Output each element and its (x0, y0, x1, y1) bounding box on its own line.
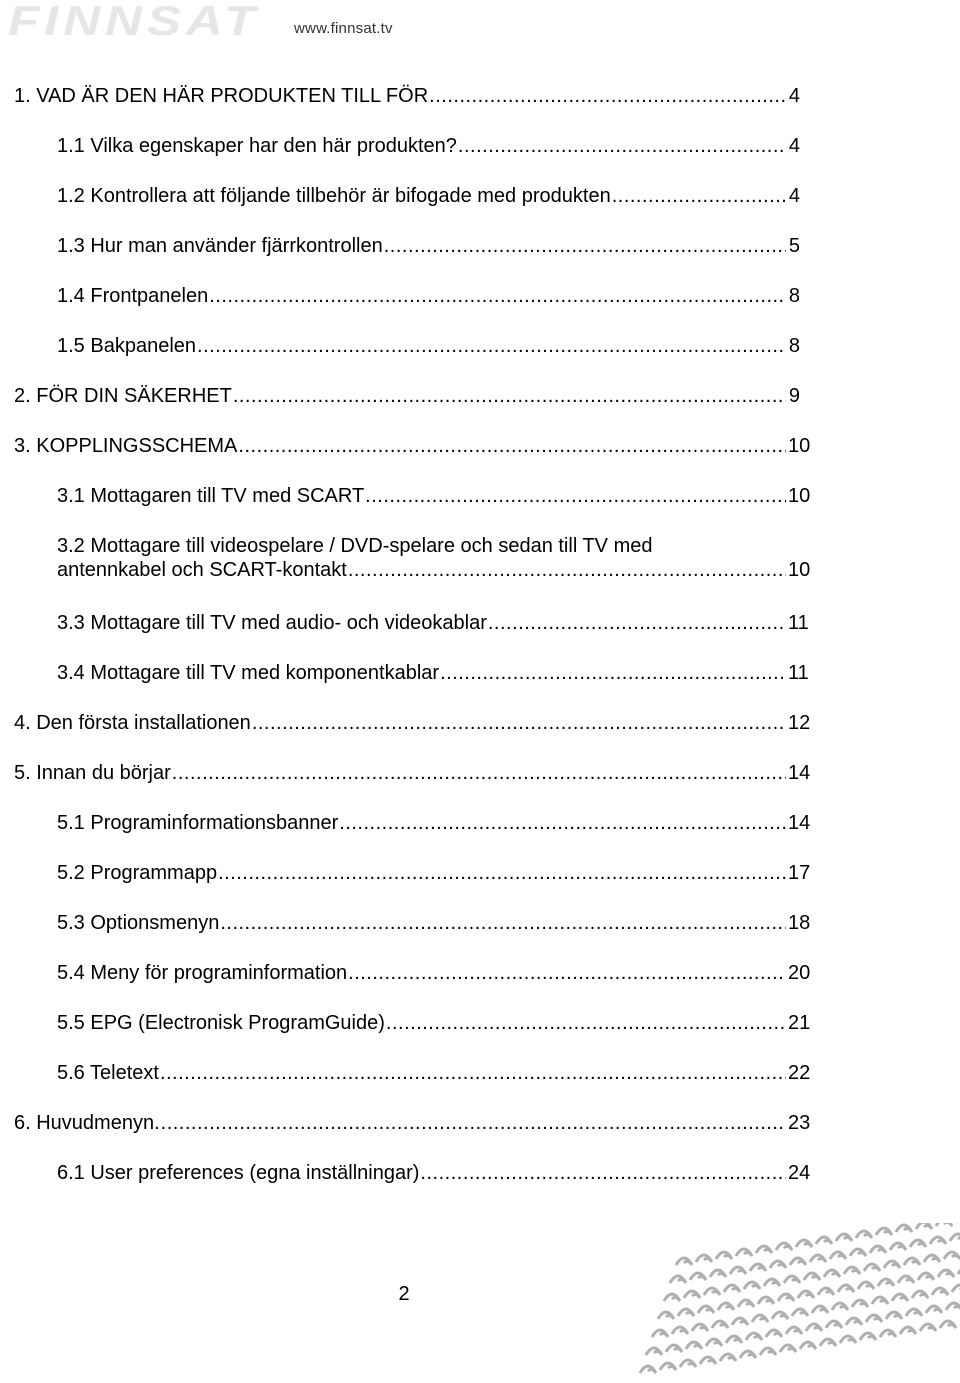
wave-curl (940, 1321, 956, 1328)
wave-curl (732, 1318, 748, 1325)
wave-curl (924, 1255, 940, 1262)
wave-curl (686, 1342, 702, 1349)
wave-curl (790, 1258, 806, 1265)
wave-curl (864, 1264, 880, 1271)
wave-curl (746, 1333, 762, 1340)
dot-leader (220, 911, 786, 935)
toc-page-number: 20 (788, 962, 811, 984)
dot-leader (365, 484, 786, 508)
wave-curl (806, 1324, 822, 1331)
wave-curl (804, 1273, 820, 1280)
toc-page-number: 10 (788, 485, 811, 507)
dot-leader (429, 84, 786, 108)
dot-leader (348, 961, 786, 985)
wave-curl (710, 1270, 726, 1277)
wave-curl (818, 1288, 834, 1295)
toc-page-number: 10 (788, 435, 811, 457)
wave-curl (784, 1276, 800, 1283)
wave-curl (846, 1318, 862, 1325)
wave-curl (730, 1267, 746, 1274)
wave-curl (796, 1240, 812, 1247)
toc-entry-title-continuation: antennkabel och SCART-kontakt (57, 559, 347, 581)
wave-curl (906, 1309, 922, 1316)
wave-curl (666, 1345, 682, 1352)
toc-entry[interactable] (14, 861, 811, 885)
wave-curl (878, 1279, 894, 1286)
toc-entry[interactable] (14, 234, 800, 258)
wave-curl (660, 1363, 676, 1370)
wave-curl (810, 1255, 826, 1262)
toc-page-number: 4 (788, 85, 800, 107)
wave-curl (884, 1261, 900, 1268)
dot-leader (440, 661, 786, 685)
dot-leader (612, 184, 786, 208)
wave-curl (764, 1279, 780, 1286)
dot-leader (160, 1061, 786, 1085)
dot-leader (252, 711, 786, 735)
wave-curl (880, 1330, 896, 1337)
toc-entry-title: 5. Innan du börjar (14, 762, 171, 784)
toc-entry[interactable] (14, 134, 800, 158)
wave-curl (750, 1264, 766, 1271)
wave-curl (716, 1252, 732, 1259)
toc-entry[interactable] (14, 1161, 811, 1185)
wave-curl (798, 1291, 814, 1298)
toc-entry-title: 1.5 Bakpanelen (57, 335, 197, 357)
toc-page-number: 8 (788, 335, 800, 357)
toc-entry-title: 2. FÖR DIN SÄKERHET (14, 385, 232, 407)
wave-curl (890, 1243, 906, 1250)
dot-leader (172, 761, 786, 785)
wave-curl (792, 1309, 808, 1316)
dot-leader (161, 1111, 786, 1135)
toc-entry-title: 3. KOPPLINGSSCHEMA (14, 435, 238, 457)
wave-curl (898, 1276, 914, 1283)
wave-curl (690, 1273, 706, 1280)
toc-page-number: 8 (788, 285, 800, 307)
toc-entry[interactable] (14, 1061, 811, 1085)
toc-entry-title: 5.4 Meny för programinformation (57, 962, 348, 984)
toc-entry-title: 1.1 Vilka egenskaper har den här produkten? (57, 135, 457, 157)
wave-curl (720, 1354, 736, 1361)
wave-curl (724, 1285, 740, 1292)
wave-curl (946, 1303, 960, 1310)
page-header (0, 0, 960, 50)
wave-curl (658, 1312, 674, 1319)
dot-leader (238, 434, 786, 458)
toc-entry[interactable] (14, 284, 800, 308)
dot-leader (339, 811, 786, 835)
toc-entry-title: 5.5 EPG (Electronisk ProgramGuide) (57, 1012, 385, 1034)
finnsat-logo (8, 2, 264, 38)
wave-curl (740, 1351, 756, 1358)
wave-curl (692, 1324, 708, 1331)
toc-entry-title: 1. VAD ÄR DEN HÄR PRODUKTEN TILL FÖR (14, 85, 429, 107)
wave-curl (678, 1309, 694, 1316)
toc-entry-title: 5.2 Programmapp (57, 862, 218, 884)
toc-entry-title: 1.3 Hur man använder fjärrkontrollen (57, 235, 383, 257)
dot-leader (233, 384, 786, 408)
wave-curl (950, 1234, 960, 1241)
wave-curl (926, 1306, 942, 1313)
wave-curl (872, 1297, 888, 1304)
wave-curl (938, 1270, 954, 1277)
wave-curl (758, 1297, 774, 1304)
toc-page-number: 10 (788, 559, 811, 581)
wave-curl (760, 1348, 776, 1355)
wave-curl (752, 1315, 768, 1322)
dot-leader (218, 861, 786, 885)
toc-page-number: 9 (788, 385, 800, 407)
wave-curl (800, 1342, 816, 1349)
toc-page-number: 22 (788, 1062, 811, 1084)
wave-curl (850, 1249, 866, 1256)
wave-curl (698, 1306, 714, 1313)
wave-curl (952, 1285, 960, 1292)
dot-leader (420, 1161, 786, 1185)
wave-curl (866, 1315, 882, 1322)
toc-entry-title: 1.4 Frontpanelen (57, 285, 209, 307)
wave-curl (856, 1231, 872, 1238)
toc-entry-title: 3.2 Mottagare till videospelare / DVD-spelare och sedan till TV med (57, 535, 653, 557)
toc-page-number: 4 (788, 135, 800, 157)
dot-leader (384, 234, 786, 258)
wave-curl (786, 1327, 802, 1334)
wave-curl (772, 1312, 788, 1319)
wave-curl (744, 1282, 760, 1289)
wave-curl (904, 1258, 920, 1265)
wave-curl (858, 1282, 874, 1289)
wave-curl (646, 1348, 662, 1355)
wave-curl (920, 1324, 936, 1331)
toc-entry-title: 5.1 Programinformationsbanner (57, 812, 339, 834)
toc-entry[interactable] (14, 184, 800, 208)
wave-curl (652, 1330, 668, 1337)
wave-curl (836, 1234, 852, 1241)
wave-curl (700, 1357, 716, 1364)
toc-entry[interactable] (14, 1111, 811, 1135)
wave-curl (780, 1345, 796, 1352)
wave-curl (910, 1240, 926, 1247)
wave-curl (640, 1366, 656, 1373)
toc-entry-title: 3.1 Mottagaren till TV med SCART (57, 485, 365, 507)
wave-curl (916, 1223, 932, 1229)
wave-curl (778, 1294, 794, 1301)
wave-curl (832, 1303, 848, 1310)
wave-curl (824, 1270, 840, 1277)
wave-curl (704, 1288, 720, 1295)
toc-entry-title: 5.3 Optionsmenyn (57, 912, 220, 934)
toc-page-number: 4 (788, 185, 800, 207)
wave-curl (892, 1294, 908, 1301)
toc-entry[interactable] (14, 434, 811, 458)
wave-curl (672, 1327, 688, 1334)
toc-entry[interactable] (14, 334, 800, 358)
wave-curl (816, 1237, 832, 1244)
wave-curl (738, 1300, 754, 1307)
toc-entry[interactable] (14, 961, 811, 985)
wave-curl (776, 1243, 792, 1250)
dot-leader (209, 284, 786, 308)
toc-entry-title: 6. Huvudmenyn. (14, 1112, 160, 1134)
wave-curl (912, 1291, 928, 1298)
wave-curl (844, 1267, 860, 1274)
wave-curl (812, 1306, 828, 1313)
toc-entry-title: 6.1 User preferences (egna inställningar) (57, 1162, 420, 1184)
toc-entry-title: 4. Den första installationen (14, 712, 251, 734)
dot-leader (197, 334, 786, 358)
page-number: 2 (398, 1283, 410, 1305)
wave-curl (826, 1321, 842, 1328)
wave-curl (860, 1333, 876, 1340)
wave-curl (680, 1360, 696, 1367)
wave-curl (664, 1294, 680, 1301)
toc-page-number: 11 (788, 612, 809, 634)
toc-entry-title: 3.3 Mottagare till TV med audio- och videokablar (57, 612, 487, 634)
toc-entry[interactable] (14, 84, 800, 108)
wave-curl (736, 1249, 752, 1256)
wave-curl (756, 1246, 772, 1253)
website-url[interactable]: www.finnsat.tv (294, 20, 393, 37)
toc-entry[interactable] (14, 711, 811, 735)
wave-curl (670, 1276, 686, 1283)
svg-text:FINNSAT: FINNSAT (8, 2, 260, 38)
wave-curl (918, 1273, 934, 1280)
toc-page-number: 24 (788, 1162, 811, 1184)
wave-curl (770, 1261, 786, 1268)
wave-curl (684, 1291, 700, 1298)
wave-curl (936, 1223, 952, 1226)
wave-curl (820, 1339, 836, 1346)
toc-entry[interactable] (14, 911, 811, 935)
toc-entry[interactable] (14, 661, 809, 685)
dot-leader (386, 1011, 786, 1035)
toc-entry[interactable] (14, 384, 800, 408)
wave-curl (726, 1336, 742, 1343)
wave-curl (676, 1258, 692, 1265)
toc-entry[interactable] (14, 1011, 811, 1035)
toc-page-number: 12 (788, 712, 811, 734)
toc-page-number: 14 (788, 762, 811, 784)
wave-curl (706, 1339, 722, 1346)
toc-page-number: 14 (788, 812, 811, 834)
toc-entry[interactable] (14, 811, 811, 835)
wave-curl (932, 1288, 948, 1295)
wave-curl (930, 1237, 946, 1244)
wave-curl (886, 1312, 902, 1319)
toc-entry-title: 1.2 Kontrollera att följande tillbehör är bifogade med produkten (57, 185, 611, 207)
wave-curl (870, 1246, 886, 1253)
wave-curl (852, 1300, 868, 1307)
decorative-wave-pattern (600, 1223, 960, 1383)
wave-curl (900, 1327, 916, 1334)
toc-entry[interactable] (14, 484, 811, 508)
dot-leader (348, 558, 786, 582)
dot-leader (488, 611, 786, 635)
toc-page-number: 5 (788, 235, 800, 257)
wave-curl (896, 1225, 912, 1232)
wave-curl (840, 1336, 856, 1343)
toc-entry-title: 3.4 Mottagare till TV med komponentkablar (57, 662, 440, 684)
toc-page-number: 11 (788, 662, 809, 684)
toc-page-number: 21 (788, 1012, 811, 1034)
wave-curl (712, 1321, 728, 1328)
wave-curl (876, 1228, 892, 1235)
toc-entry[interactable] (14, 534, 811, 582)
toc-entry[interactable] (14, 611, 809, 635)
toc-page-number: 17 (788, 862, 811, 884)
wave-curl (718, 1303, 734, 1310)
toc-entry-title: 5.6 Teletext (57, 1062, 159, 1084)
toc-page-number: 18 (788, 912, 811, 934)
wave-curl (766, 1330, 782, 1337)
wave-curl (944, 1252, 960, 1259)
wave-curl (838, 1285, 854, 1292)
wave-curl (830, 1252, 846, 1259)
dot-leader (458, 134, 786, 158)
wave-curl (696, 1255, 712, 1262)
toc-entry[interactable] (14, 761, 811, 785)
toc-page-number: 23 (788, 1112, 811, 1134)
